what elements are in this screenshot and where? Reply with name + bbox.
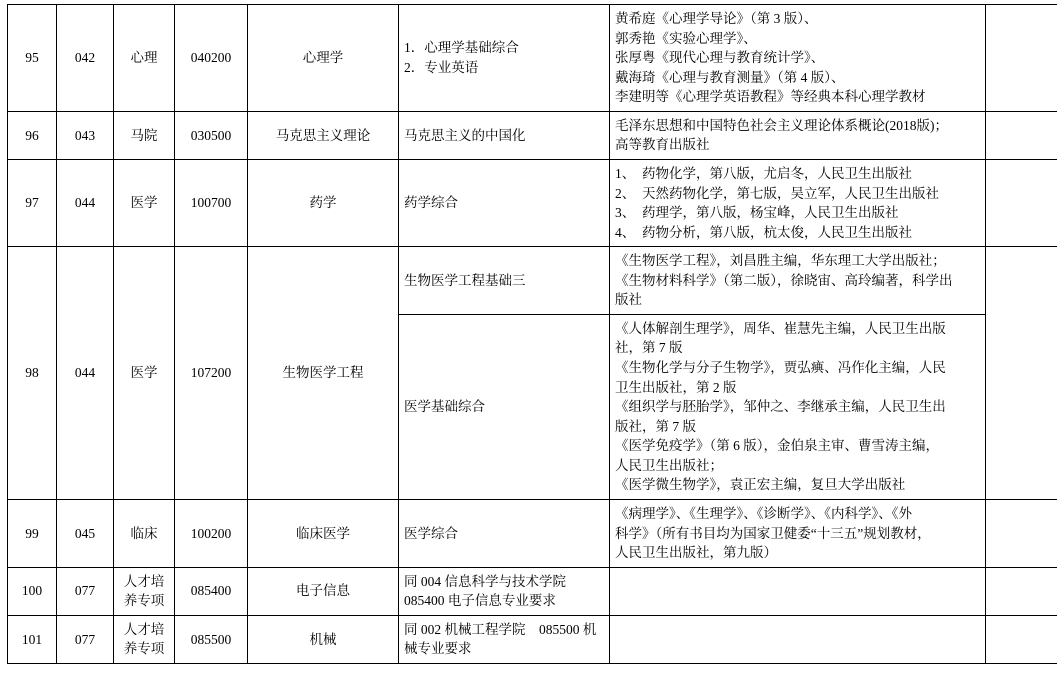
subject-line: 生物医学工程基础三	[404, 271, 604, 291]
row-books	[610, 111, 986, 159]
row-major-name: 药学	[248, 159, 399, 246]
book-line: 1、 药物化学，第八版，尤启冬，人民卫生出版社	[615, 164, 980, 184]
row-code: 077	[57, 615, 114, 663]
subject-line: 医学基础综合	[404, 397, 604, 417]
book-line: 卫生出版社，第 2 版	[615, 378, 980, 398]
row-number: 100	[8, 567, 57, 615]
table-body	[8, 5, 1057, 664]
row-note	[986, 5, 1057, 112]
document-page	[0, 4, 1057, 690]
table-row	[8, 615, 1057, 663]
row-code: 042	[57, 5, 114, 112]
book-line: 《生物化学与分子生物学》，贾弘痶、冯作化主编，人民	[615, 358, 980, 378]
book-line: 科学》（所有书目均为国家卫健委“十三五”规划教材，	[615, 524, 980, 544]
row-books	[610, 499, 986, 567]
subject-line: 1．心理学基础综合	[404, 38, 604, 58]
row-major-code: 085400	[175, 567, 248, 615]
row-code: 045	[57, 499, 114, 567]
row-major-name: 机械	[248, 615, 399, 663]
row-major-code: 085500	[175, 615, 248, 663]
book-line: 郭秀艳《实验心理学》、	[615, 29, 980, 49]
table-row	[8, 111, 1057, 159]
book-line: 《人体解剖生理学》，周华、崔慧先主编，人民卫生出版	[615, 319, 980, 339]
table-row	[8, 499, 1057, 567]
row-books	[610, 5, 986, 112]
book-line: 3、 药理学，第八版，杨宝峰，人民卫生出版社	[615, 203, 980, 223]
row-major-name: 临床医学	[248, 499, 399, 567]
subject-line: 085400 电子信息专业要求	[404, 591, 604, 611]
row-number: 95	[8, 5, 57, 112]
book-line: 《生物材料科学》（第二版），徐晓宙、高玲编著，科学出	[615, 271, 980, 291]
row-major-code: 100200	[175, 499, 248, 567]
book-line: 《医学微生物学》，袁正宏主编，复旦大学出版社	[615, 475, 980, 495]
subject-line: 医学综合	[404, 524, 604, 544]
row-major-name: 马克思主义理论	[248, 111, 399, 159]
table-row	[8, 247, 1057, 315]
subject-line: 马克思主义的中国化	[404, 126, 604, 146]
row-college: 医学	[114, 159, 175, 246]
book-line: 毛泽东思想和中国特色社会主义理论体系概论(2018版)；	[615, 116, 980, 136]
row-number: 96	[8, 111, 57, 159]
row-subjects	[399, 499, 610, 567]
table-row	[8, 5, 1057, 112]
row-number: 97	[8, 159, 57, 246]
book-line: 《医学免疫学》（第 6 版），金伯泉主审、曹雪涛主编，	[615, 436, 980, 456]
row-subjects	[399, 314, 610, 499]
program-catalog-table	[7, 4, 1057, 664]
subject-line: 同 004 信息科学与技术学院	[404, 572, 604, 592]
row-college: 人才培养专项	[114, 567, 175, 615]
book-line: 2、 天然药物化学，第七版，吴立军，人民卫生出版社	[615, 184, 980, 204]
row-college: 人才培养专项	[114, 615, 175, 663]
row-college: 临床	[114, 499, 175, 567]
subject-line: 药学综合	[404, 193, 604, 213]
row-note	[986, 499, 1057, 567]
book-line: 张厚粤《现代心理与教育统计学》、	[615, 48, 980, 68]
book-line: 戴海琦《心理与教育测量》（第 4 版）、	[615, 68, 980, 88]
row-books	[610, 159, 986, 246]
book-line: 版社	[615, 290, 980, 310]
row-number: 101	[8, 615, 57, 663]
row-code: 044	[57, 247, 114, 500]
book-line: 《生物医学工程》，刘昌胜主编，华东理工大学出版社；	[615, 251, 980, 271]
subject-line: 同 002 机械工程学院 085500 机	[404, 620, 604, 640]
row-subjects	[399, 159, 610, 246]
subject-line: 械专业要求	[404, 639, 604, 659]
row-subjects	[399, 5, 610, 112]
book-line: 《病理学》、《生理学》、《诊断学》、《内科学》、《外	[615, 504, 980, 524]
row-major-name: 心理学	[248, 5, 399, 112]
row-note	[986, 159, 1057, 246]
row-major-code: 040200	[175, 5, 248, 112]
book-line: 社，第 7 版	[615, 338, 980, 358]
book-line: 人民卫生出版社，第九版）	[615, 543, 980, 563]
row-major-code: 030500	[175, 111, 248, 159]
row-books	[610, 567, 986, 615]
row-college: 马院	[114, 111, 175, 159]
row-books	[610, 615, 986, 663]
book-line: 人民卫生出版社；	[615, 456, 980, 476]
book-line: 版社，第 7 版	[615, 417, 980, 437]
book-line: 李建明等《心理学英语教程》等经典本科心理学教材	[615, 87, 980, 107]
row-major-name: 生物医学工程	[248, 247, 399, 500]
book-line: 4、 药物分析，第八版，杭太俊，人民卫生出版社	[615, 223, 980, 243]
book-line: 《组织学与胚胎学》，邹仲之、李继承主编，人民卫生出	[615, 397, 980, 417]
row-note	[986, 567, 1057, 615]
table-row	[8, 159, 1057, 246]
row-subjects	[399, 111, 610, 159]
row-subjects	[399, 567, 610, 615]
row-code: 044	[57, 159, 114, 246]
row-major-name: 电子信息	[248, 567, 399, 615]
row-college: 医学	[114, 247, 175, 500]
row-subjects	[399, 247, 610, 315]
row-major-code: 100700	[175, 159, 248, 246]
book-line: 高等教育出版社	[615, 135, 980, 155]
row-number: 99	[8, 499, 57, 567]
row-books	[610, 247, 986, 315]
book-line: 黄希庭《心理学导论》（第 3 版）、	[615, 9, 980, 29]
row-major-code: 107200	[175, 247, 248, 500]
subject-line: 2．专业英语	[404, 58, 604, 78]
row-note	[986, 111, 1057, 159]
row-code: 077	[57, 567, 114, 615]
row-number: 98	[8, 247, 57, 500]
row-subjects	[399, 615, 610, 663]
row-books	[610, 314, 986, 499]
row-note	[986, 247, 1057, 500]
row-college: 心理	[114, 5, 175, 112]
row-code: 043	[57, 111, 114, 159]
table-row	[8, 567, 1057, 615]
row-note	[986, 615, 1057, 663]
